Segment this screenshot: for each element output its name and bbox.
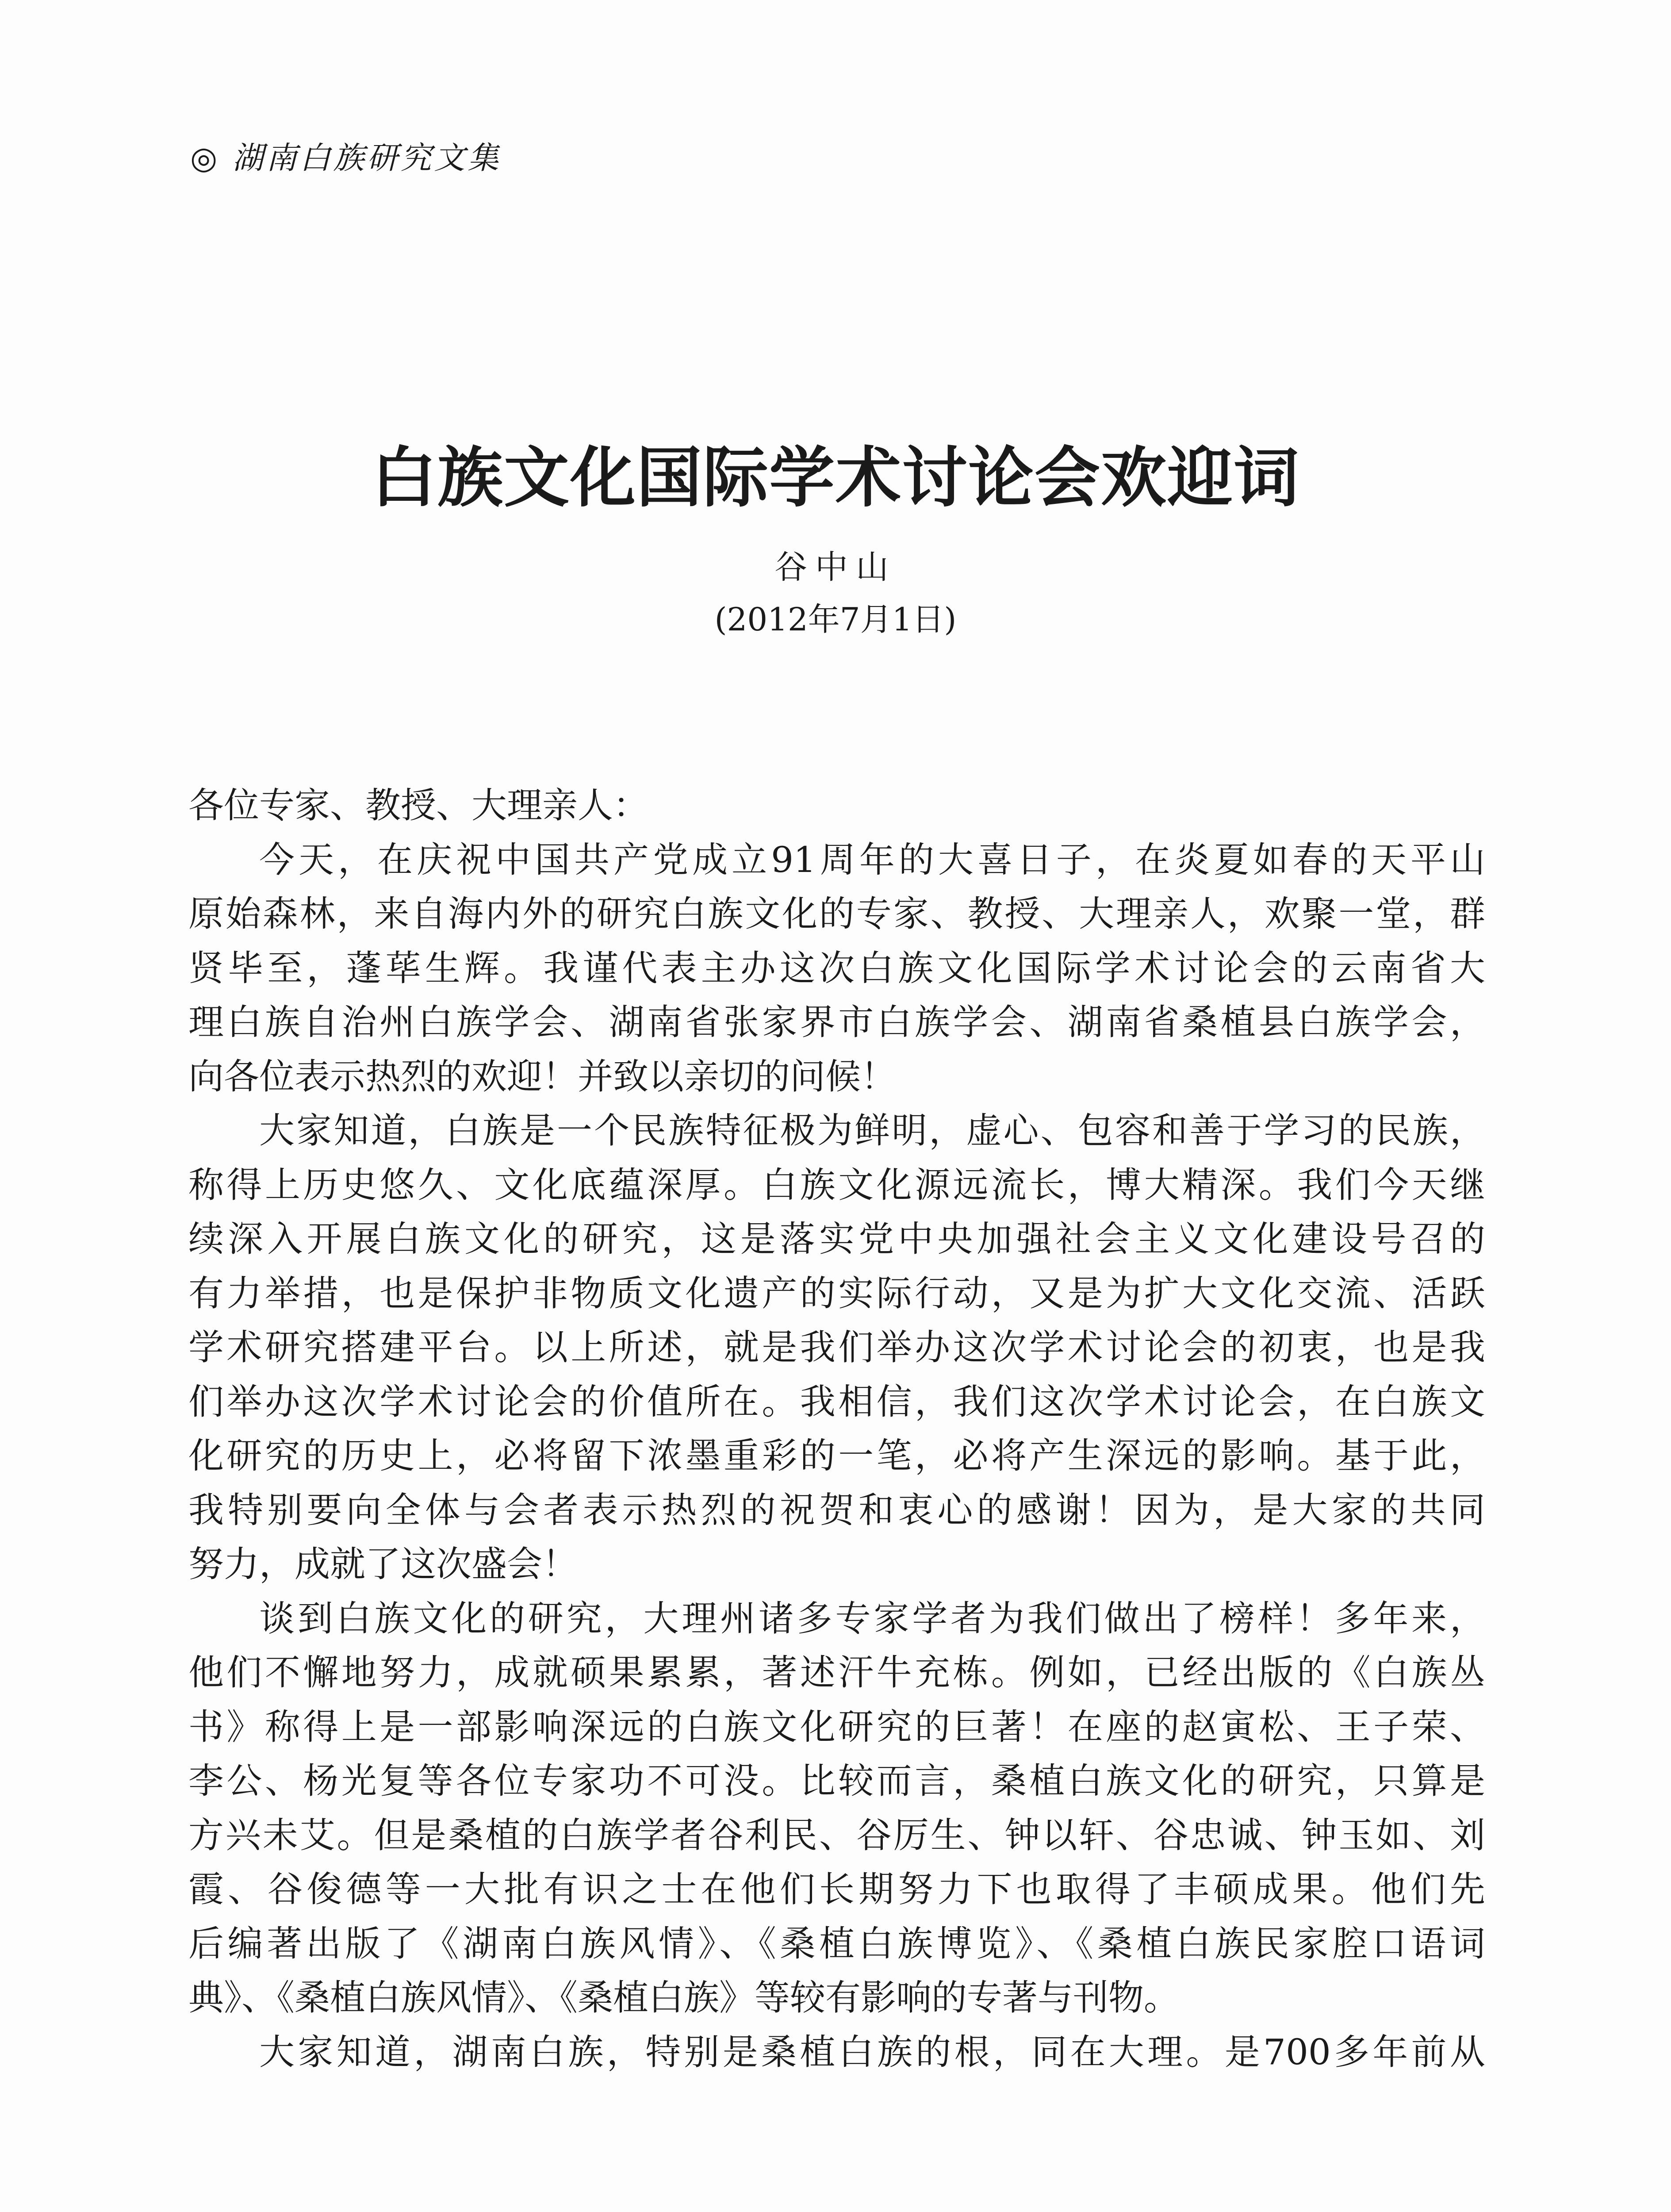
paragraph-line: 贤毕至，蓬荜生辉。我谨代表主办这次白族文化国际学术讨论会的云南省大 — [188, 947, 1485, 989]
paragraph — [188, 1592, 1485, 2025]
article-body — [188, 779, 1485, 2079]
paragraph-line: 化研究的历史上，必将留下浓墨重彩的一笔，必将产生深远的影响。基于此， — [188, 1435, 1485, 1476]
paragraph-line: 霞、谷俊德等一大批有识之士在他们长期努力下也取得了丰硕成果。他们先 — [188, 1869, 1485, 1910]
paragraph-line: 典》、《桑植白族风情》、《桑植白族》等较有影响的专著与刊物。 — [188, 1977, 1179, 2018]
paragraph-line: 们举办这次学术讨论会的价值所在。我相信，我们这次学术讨论会，在白族文 — [188, 1381, 1485, 1422]
paragraph-line: 我特别要向全体与会者表示热烈的祝贺和衷心的感谢！因为，是大家的共同 — [188, 1489, 1485, 1531]
paragraph-line: 续深入开展白族文化的研究，这是落实党中央加强社会主义文化建设号召的 — [188, 1218, 1485, 1260]
article-title: 白族文化国际学术讨论会欢迎词 — [371, 440, 1300, 516]
paragraph-line: 大家知道，湖南白族，特别是桑植白族的根，同在大理。是700多年前从 — [259, 2031, 1485, 2073]
paragraph-line: 原始森林，来自海内外的研究白族文化的专家、教授、大理亲人，欢聚一堂，群 — [188, 893, 1485, 934]
paragraph-line: 书》称得上是一部影响深远的白族文化研究的巨著！在座的赵寅松、王子荣、 — [188, 1706, 1485, 1747]
paragraph-line: 方兴未艾。但是桑植的白族学者谷利民、谷厉生、钟以轩、谷忠诚、钟玉如、刘 — [188, 1814, 1485, 1856]
paragraph-line: 学术研究搭建平台。以上所述，就是我们举办这次学术讨论会的初衷，也是我 — [188, 1327, 1485, 1368]
paragraph-line: 向各位表示热烈的欢迎！并致以亲切的问候！ — [188, 1056, 896, 1097]
paragraph — [188, 1104, 1485, 1592]
article-author: 谷中山 — [774, 548, 897, 586]
salutation: 各位专家、教授、大理亲人： — [188, 785, 648, 826]
paragraph — [188, 833, 1485, 1104]
paragraph-line: 李公、杨光复等各位专家功不可没。比较而言，桑植白族文化的研究，只算是 — [188, 1760, 1485, 1801]
paragraph-line: 他们不懈地努力，成就硕果累累，著述汗牛充栋。例如，已经出版的《白族丛 — [188, 1652, 1485, 1693]
paragraph-line: 理白族自治州白族学会、湖南省张家界市白族学会、湖南省桑植县白族学会， — [188, 1002, 1485, 1043]
running-header: ◎ 湖南白族研究文集 — [190, 140, 502, 176]
paragraph-line: 今天，在庆祝中国共产党成立91周年的大喜日子，在炎夏如春的天平山 — [259, 839, 1485, 880]
paragraph-line: 努力，成就了这次盛会！ — [188, 1544, 578, 1585]
paragraph-line: 谈到白族文化的研究，大理州诸多专家学者为我们做出了榜样！多年来， — [259, 1598, 1485, 1639]
paragraph-line: 称得上历史悠久、文化底蕴深厚。白族文化源远流长，博大精深。我们今天继 — [188, 1164, 1485, 1206]
paragraph-line: 有力举措，也是保护非物质文化遗产的实际行动，又是为扩大文化交流、活跃 — [188, 1272, 1485, 1314]
paragraph — [188, 2025, 1485, 2080]
paragraph-line: 大家知道，白族是一个民族特征极为鲜明，虚心、包容和善于学习的民族， — [259, 1110, 1485, 1151]
paragraph-line: 后编著出版了《湖南白族风情》、《桑植白族博览》、《桑植白族民家腔口语词 — [188, 1923, 1485, 1964]
article-date: (2012年7月1日) — [714, 601, 957, 638]
